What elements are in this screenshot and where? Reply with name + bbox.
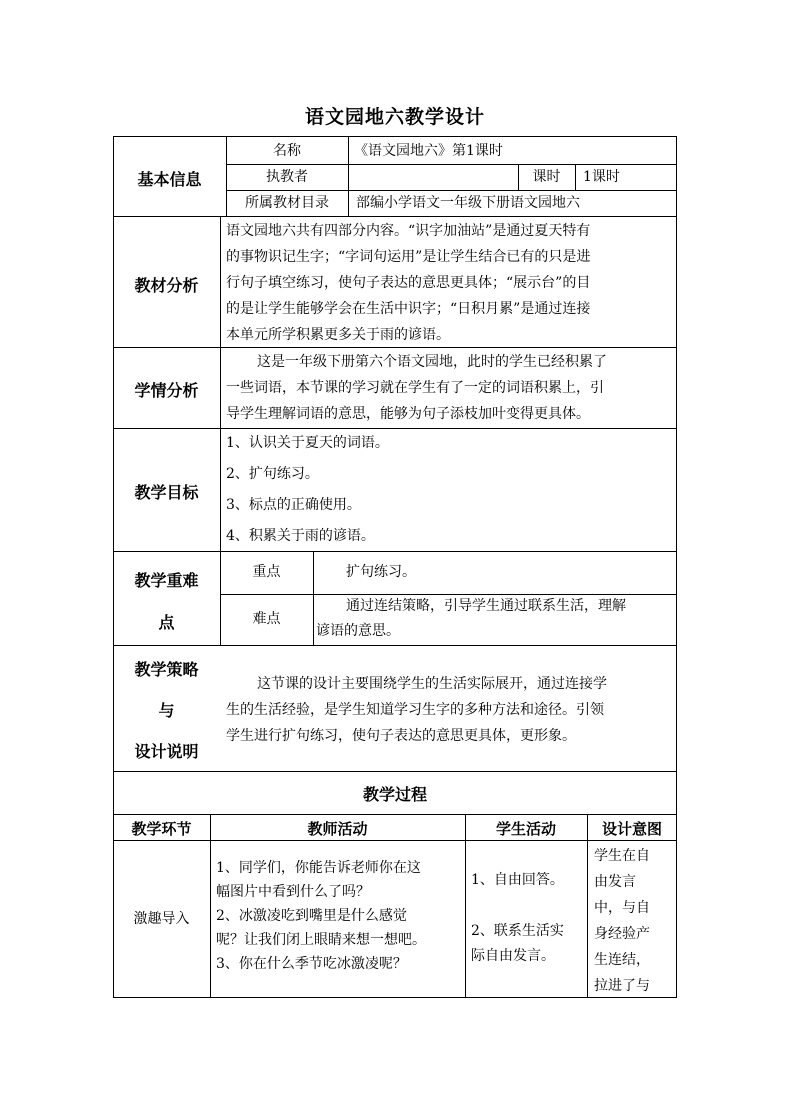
rule — [113, 645, 677, 646]
text-line: 幅图片中看到什么了吗？ — [216, 884, 370, 900]
text-line: 这节课的设计主要围绕学生的生活实际展开，通过连接学 — [257, 676, 607, 692]
text-line: 生的生活经验，是学生知道学习生字的多种方法和途径。引领 — [226, 702, 604, 718]
col-student-header: 学生活动 — [495, 820, 556, 838]
student-activity-2-cont: 际自由发言。 — [471, 948, 555, 964]
text-line: 一些词语，本节课的学习就在学生有了一定的词语积累上，引 — [226, 380, 604, 396]
rule — [113, 840, 677, 841]
text-line: 由发言 — [594, 874, 636, 890]
text-line: 生连结， — [594, 952, 650, 968]
rule — [313, 551, 314, 645]
design-intent — [594, 843, 650, 999]
rule — [587, 814, 588, 998]
goal-item: 1、认识关于夏天的词语。 — [226, 435, 389, 451]
goal-item: 3、标点的正确使用。 — [226, 497, 361, 513]
name-label: 名称 — [273, 143, 301, 159]
goal-item: 4、积累关于雨的谚语。 — [226, 528, 375, 544]
basic-info-heading: 基本信息 — [137, 170, 202, 189]
text-line: 行句子填空练习，使句子表达的意思更具体；“展示台”的目 — [226, 275, 591, 291]
teacher-label: 执教者 — [266, 169, 308, 185]
text-line: 学生在自 — [594, 848, 650, 864]
text-line: 的事物识记生字；“字词句运用”是让学生结合已有的只是进 — [226, 249, 591, 265]
rule — [226, 164, 677, 165]
teaching-goals-heading: 教学目标 — [134, 483, 199, 502]
learner-analysis-heading: 学情分析 — [134, 381, 199, 400]
rule — [210, 814, 211, 998]
learner-analysis-text — [226, 349, 607, 427]
text-line: 这是一年级下册第六个语文园地，此时的学生已经积累了 — [257, 354, 607, 370]
strategy-heading-design: 设计说明 — [134, 742, 199, 761]
rule — [113, 551, 677, 552]
rule — [113, 428, 677, 429]
page-title: 语文园地六教学设计 — [304, 106, 485, 128]
col-teacher-header: 教师活动 — [307, 820, 368, 838]
process-heading: 教学过程 — [362, 785, 427, 804]
text-line: 3、你在什么季节吃冰激凌呢？ — [216, 956, 407, 972]
col-intent-header: 设计意图 — [601, 820, 662, 838]
col-stage-header: 教学环节 — [131, 820, 192, 838]
text-line: 呢？让我们闭上眼睛来想一想吧。 — [216, 932, 426, 948]
text-line: 身经验产 — [594, 926, 650, 942]
strategy-heading-and: 与 — [158, 701, 175, 720]
focus-label: 重点 — [252, 564, 281, 580]
text-line: 中，与自 — [594, 900, 650, 916]
rule — [465, 814, 466, 998]
textbook-analysis-text — [226, 218, 590, 348]
strategy-heading: 教学策略 — [134, 660, 199, 679]
catalog-value: 部编小学语文一年级下册语文园地六 — [356, 195, 580, 211]
stage-cell: 激趣导入 — [133, 911, 190, 927]
name-value: 《语文园地六》第1课时 — [354, 143, 503, 159]
key-points-heading: 教学重难 — [134, 571, 199, 590]
text-line: 导学生理解词语的意思，能够为句子添枝加叶变得更具体。 — [226, 406, 590, 422]
goal-item: 2、扩句练习。 — [226, 466, 319, 482]
catalog-label: 所属教材目录 — [245, 195, 329, 211]
text-line: 1、同学们，你能告诉老师你在这 — [216, 860, 421, 876]
period-value: 1课时 — [583, 169, 620, 185]
text-line: 学生进行扩句练习，使句子表达的意思更具体，更形象。 — [226, 728, 576, 744]
text-line: 2、冰激凌吃到嘴里是什么感觉 — [216, 908, 407, 924]
text-line: 本单元所学积累更多关于雨的谚语。 — [226, 327, 450, 343]
rule — [113, 814, 677, 815]
rule — [113, 771, 677, 772]
strategy-text — [226, 671, 607, 749]
difficulty-line: 谚语的意思。 — [316, 623, 400, 639]
text-line: 语文园地六共有四部分内容。“识字加油站”是通过夏天特有 — [226, 223, 591, 239]
period-label: 课时 — [532, 169, 561, 185]
difficulty-line: 通过连结策略，引导学生通过联系生活，理解 — [346, 598, 626, 614]
student-activity-2: 2、联系生活实 — [471, 923, 564, 939]
text-line: 的是让学生能够学会在生活中识字；“日积月累”是通过连接 — [226, 301, 591, 317]
teaching-goals-list — [226, 428, 389, 552]
rule — [226, 190, 677, 191]
difficulty-label: 难点 — [252, 611, 281, 627]
rule — [220, 594, 677, 595]
rule — [348, 136, 349, 216]
rule — [113, 216, 677, 217]
rule — [575, 164, 576, 190]
key-points-heading-cont: 点 — [158, 613, 175, 632]
textbook-analysis-heading: 教材分析 — [134, 276, 199, 295]
text-line: 拉进了与 — [594, 978, 650, 994]
student-activity-1: 1、自由回答。 — [471, 872, 564, 888]
focus-value: 扩句练习。 — [346, 564, 416, 580]
teacher-activity — [216, 856, 426, 976]
